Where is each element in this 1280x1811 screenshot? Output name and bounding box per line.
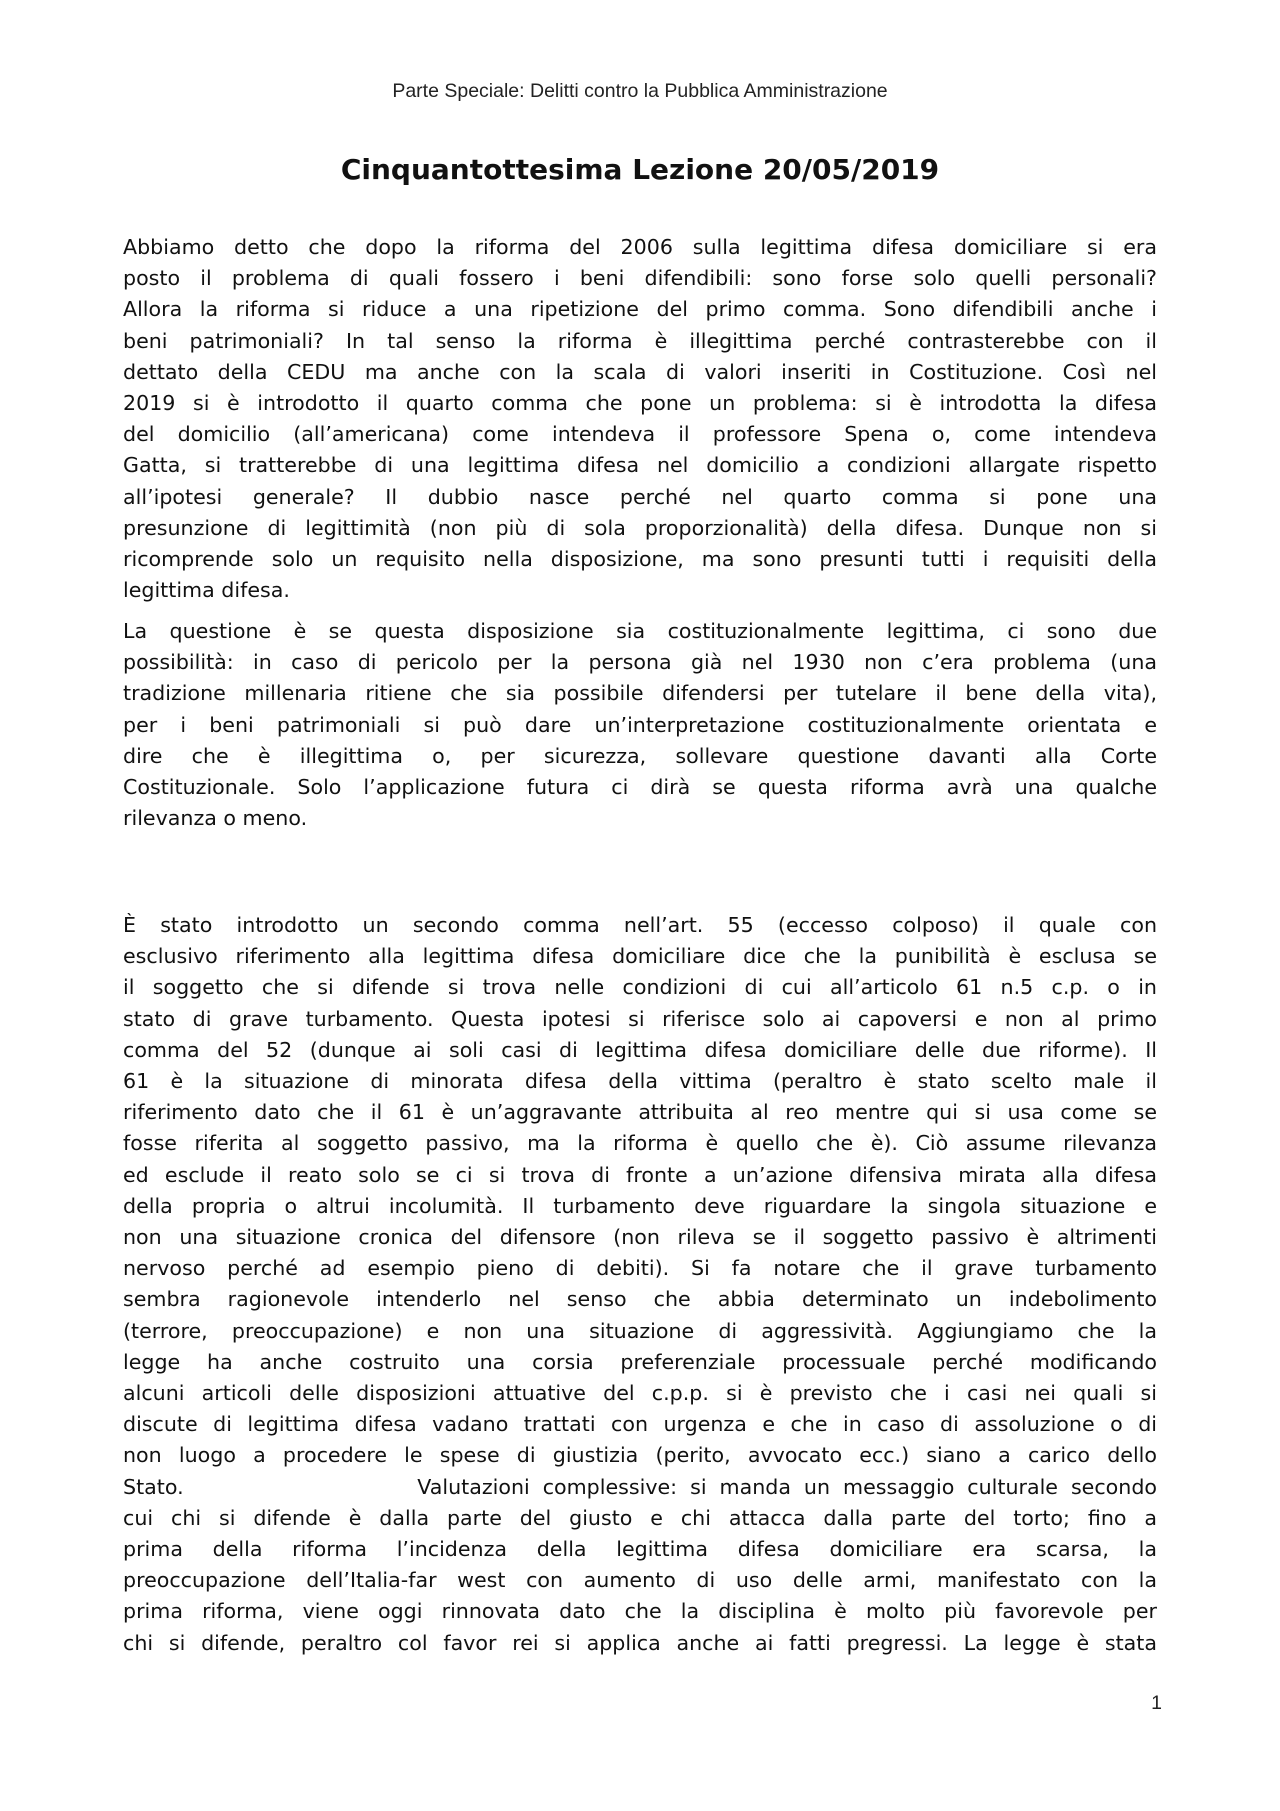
- text-line: È stato introdotto un secondo comma nell’art. 55 (eccesso colposo) il quale con: [123, 913, 1157, 937]
- text-line: ed esclude il reato solo se ci si trova di fronte a un’azione difensiva mirata alla difesa: [123, 1162, 1157, 1187]
- text-line: possibilità: in caso di pericolo per la persona già nel 1930 non c’era problema (una: [123, 650, 1157, 675]
- text-line: Gatta, si tratterebbe di una legittima difesa nel domicilio a condizioni allargate rispetto: [123, 453, 1157, 478]
- text-line: La questione è se questa disposizione sia costituzionalmente legittima, ci sono due: [123, 619, 1157, 643]
- running-header: Parte Speciale: Delitti contro la Pubblica Amministrazione: [392, 80, 888, 102]
- text-line: preoccupazione dell’Italia-far west con aumento di uso delle armi, manifestato con la: [123, 1568, 1157, 1593]
- text-line: (terrore, preoccupazione) e non una situazione di aggressività. Aggiungiamo che la: [123, 1318, 1157, 1343]
- text-line: tradizione millenaria ritiene che sia possibile difendersi per tutelare il bene della vita),: [123, 681, 1157, 706]
- text-line: posto il problema di quali fossero i beni difendibili: sono forse solo quelli personali?: [123, 266, 1157, 291]
- text-line: legge ha anche costruito una corsia preferenziale processuale perché modificando: [123, 1349, 1157, 1374]
- text-line: del domicilio (all’americana) come intendeva il professore Spena o, come intendeva: [123, 422, 1157, 447]
- text-line: rilevanza o meno.: [123, 806, 308, 831]
- text-line: prima riforma, viene oggi rinnovata dato che la disciplina è molto più favorevole per: [123, 1599, 1157, 1624]
- text-line: comma del 52 (dunque ai soli casi di legittima difesa domiciliare delle due riforme). Il: [123, 1037, 1157, 1062]
- text-line: all’ipotesi generale? Il dubbio nasce perché nel quarto comma si pone una: [123, 484, 1157, 509]
- text-line: fosse riferita al soggetto passivo, ma la riforma è quello che è). Ciò assume rilevanza: [123, 1131, 1157, 1156]
- text-line: ricomprende solo un requisito nella disposizione, ma sono presunti tutti i requisiti della: [123, 547, 1157, 571]
- text-line: Allora la riforma si riduce a una ripetizione del primo comma. Sono difendibili anche i: [123, 297, 1157, 322]
- lesson-title: Cinquantottesima Lezione 20/05/2019: [340, 153, 940, 186]
- text-line: esclusivo riferimento alla legittima difesa domiciliare dice che la punibilità è esclusa se: [123, 944, 1157, 969]
- text-line: stato di grave turbamento. Questa ipotesi si riferisce solo ai capoversi e non al primo: [123, 1006, 1157, 1031]
- text-line: legittima difesa.: [123, 578, 290, 603]
- text-line: non una situazione cronica del difensore (non rileva se il soggetto passivo è altrimenti: [123, 1225, 1157, 1249]
- text-line: alcuni articoli delle disposizioni attuative del c.p.p. si è previsto che i casi nei quali si: [123, 1381, 1157, 1405]
- text-line: cui chi si difende è dalla parte del giusto e chi attacca dalla parte del torto; fino a: [123, 1505, 1157, 1530]
- page-number: 1: [1151, 1692, 1162, 1714]
- text-line: riferimento dato che il 61 è un’aggravante attribuita al reo mentre qui si usa come se: [123, 1100, 1157, 1125]
- text-line: dire che è illegittima o, per sicurezza, sollevare questione davanti alla Corte: [123, 743, 1157, 768]
- text-line: non luogo a procedere le spese di giustizia (perito, avvocato ecc.) siano a carico dello: [123, 1443, 1157, 1468]
- text-line: 2019 si è introdotto il quarto comma che pone un problema: si è introdotta la difesa: [123, 391, 1157, 415]
- text-line: presunzione di legittimità (non più di sola proporzionalità) della difesa. Dunque non si: [123, 515, 1157, 540]
- text-line: 61 è la situazione di minorata difesa della vittima (peraltro è stato scelto male il: [123, 1069, 1157, 1093]
- text-line: Costituzionale. Solo l’applicazione futura ci dirà se questa riforma avrà una qualche: [123, 775, 1157, 799]
- text-line: dettato della CEDU ma anche con la scala di valori inseriti in Costituzione. Così nel: [123, 359, 1157, 384]
- text-line: per i beni patrimoniali si può dare un’interpretazione costituzionalmente orientata e: [123, 712, 1157, 737]
- text-line: il soggetto che si difende si trova nelle condizioni di cui all’articolo 61 n.5 c.p. o in: [123, 975, 1157, 1000]
- text-line: chi si difende, peraltro col favor rei si applica anche ai fatti pregressi. La legge è stata: [123, 1630, 1157, 1655]
- text-line: della propria o altrui incolumità. Il turbamento deve riguardare la singola situazione e: [123, 1193, 1157, 1218]
- text-line: discute di legittima difesa vadano trattati con urgenza e che in caso di assoluzione o di: [123, 1412, 1157, 1437]
- text-line: sembra ragionevole intenderlo nel senso che abbia determinato un indebolimento: [123, 1287, 1157, 1312]
- text-line: Stato. Valutazioni complessive: si manda un messaggio culturale secondo: [123, 1474, 1157, 1499]
- text-line: Abbiamo detto che dopo la riforma del 2006 sulla legittima difesa domiciliare si era: [123, 235, 1157, 259]
- text-line: prima della riforma l’incidenza della legittima difesa domiciliare era scarsa, la: [123, 1537, 1157, 1561]
- text-line: beni patrimoniali? In tal senso la riforma è illegittima perché contrasterebbe con il: [123, 328, 1157, 353]
- text-line: nervoso perché ad esempio pieno di debiti). Si fa notare che il grave turbamento: [123, 1256, 1157, 1281]
